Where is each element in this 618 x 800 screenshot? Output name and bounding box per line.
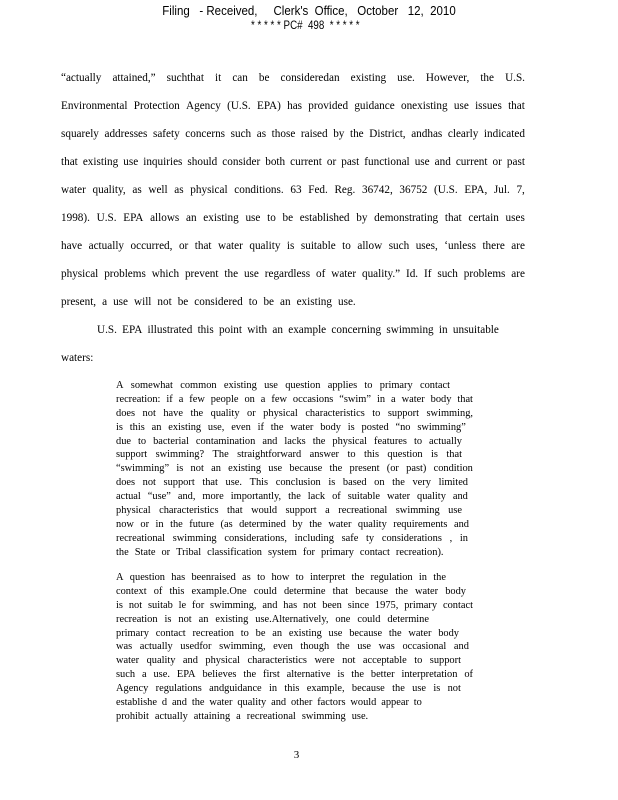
body-line: that existing use inquiries should consider both current or past functional use and current or past — [61, 156, 525, 168]
quote-line: does not have the quality or physical characteristics to support swimming, — [116, 407, 473, 419]
quote-line: establishe d and the water quality and other factors would appear to — [116, 697, 422, 709]
quote-line: the State or Tribal classification system for primary contact recreation). — [116, 546, 444, 558]
quote-line: physical characteristics that would support a recreational swimming use — [116, 505, 462, 517]
quote-line: such a use. EPA believes the first alternative is the better interpretation of — [116, 669, 473, 681]
body-line: water quality, as well as physical conditions. 63 Fed. Reg. 36742, 36752 (U.S. EPA, Jul. 7, — [61, 184, 525, 196]
quote-line: now or in the future (as determined by the water quality requirements and — [116, 518, 469, 530]
page-number: 3 — [293, 749, 300, 761]
body-line: physical problems which prevent the use regardless of water quality.” Id. If such problems are — [61, 268, 525, 280]
quote-line: support swimming? The straightforward answer to this question is that — [116, 449, 462, 461]
filing-header: Filing - Received, Clerk's Office, October 12, 2010 — [162, 4, 456, 18]
body-text — [61, 70, 525, 378]
quote-line: is this an existing use, even if the water body is posted “no swimming” — [116, 421, 466, 433]
body-line: Environmental Protection Agency (U.S. EPA) has provided guidance onexisting use issues that — [61, 100, 525, 112]
quote-line: does not support that use. This conclusion is based on the very limited — [116, 477, 468, 489]
quote-line: “swimming” is not an existing use because the present (or past) condition — [116, 463, 473, 475]
body-line: present, a use will not be considered to be an existing use. — [61, 296, 356, 308]
body-line: have actually occurred, or that water quality is suitable to allow such uses, ‘unless there are — [61, 240, 525, 252]
quote-line: primary contact recreation to be an existing use because the water body — [116, 627, 459, 639]
quote-line: A question has beenraised as to how to interpret the regulation in the — [116, 572, 446, 583]
quote-line: water quality and physical characteristics were not acceptable to support — [116, 655, 461, 667]
body-line: squarely addresses safety concerns such as those raised by the District, andhas clearly indicated — [61, 128, 525, 140]
body-line: “actually attained,” suchthat it can be consideredan existing use. However, the U.S. — [61, 72, 525, 84]
quote-line: is not suitab le for swimming, and has not been since 1975, primary contact — [116, 599, 473, 611]
body-line: 1998). U.S. EPA allows an existing use to be established by demonstrating that certain uses — [61, 212, 525, 224]
block-quote-1 — [116, 379, 473, 560]
quote-line: was actually usedfor swimming, even though the use was occasional and — [116, 641, 469, 653]
quote-line: recreation is not an existing use.Alternatively, one could determine — [116, 613, 429, 625]
block-quote-2 — [116, 571, 473, 724]
quote-line: due to bacterial contamination and lacks the physical features to actually — [116, 435, 462, 447]
quote-line: prohibit actually attaining a recreational swimming use. — [116, 710, 369, 722]
body-line: U.S. EPA illustrated this point with an example concerning swimming in unsuitable — [97, 324, 499, 336]
pc-number-header: * * * * * PC# 498 * * * * * — [250, 20, 360, 32]
quote-line: recreational swimming considerations, including safe ty considerations , in — [116, 532, 468, 544]
quote-line: A somewhat common existing use question applies to primary contact — [116, 380, 450, 391]
quote-line: Agency regulations andguidance in this example, because the use is not — [116, 683, 461, 695]
body-line: waters: — [61, 352, 94, 364]
quote-line: context of this example.One could determine that because the water body — [116, 585, 466, 597]
quote-line: recreation: if a few people on a few occasions “swim” in a water body that — [116, 393, 473, 405]
quote-line: actual “use” and, more importantly, the lack of suitable water quality and — [116, 491, 468, 503]
